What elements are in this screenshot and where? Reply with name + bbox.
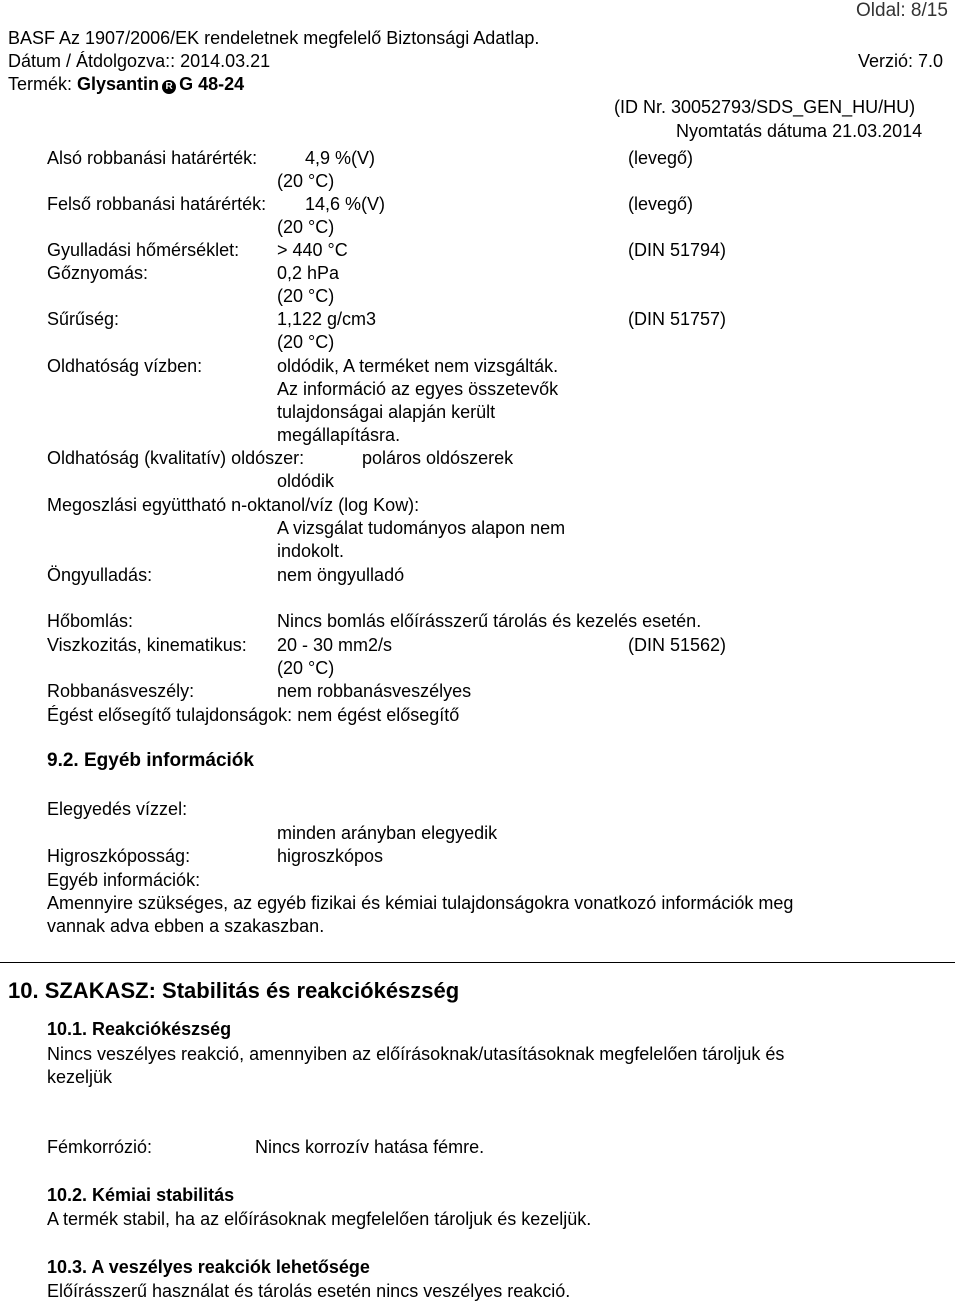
solubility-line-4: megállapításra.	[277, 425, 401, 445]
oxidizing-line	[47, 704, 459, 726]
lel-value: 4,9 %(V)	[305, 148, 376, 168]
qual-solubility-result: oldódik	[277, 471, 335, 491]
qual-solubility-label: Oldhatóság (kvalitatív) oldószer:	[47, 448, 305, 468]
partition-label: Megoszlási együttható n-oktanol/víz (log Kow):	[47, 495, 420, 515]
uel-temp: (20 °C)	[277, 217, 335, 237]
solubility-label: Oldhatóság vízben:	[47, 356, 203, 376]
qual-solubility-value: poláros oldószerek	[362, 448, 514, 468]
uel-value: 14,6 %(V)	[305, 194, 386, 214]
vapor-value: 0,2 hPa	[277, 263, 340, 283]
product-line	[8, 73, 244, 95]
decomposition-value: Nincs bomlás előírásszerű tárolás és kezelés esetén.	[277, 611, 702, 631]
lel-label: Alsó robbanási határérték:	[47, 148, 258, 168]
miscibility-value: minden arányban elegyedik	[277, 823, 498, 843]
id-number: (ID Nr. 30052793/SDS_GEN_HU/HU)	[614, 97, 916, 117]
hazardous-reactions-text: Előírásszerű használat és tárolás esetén nincs veszélyes reakció.	[47, 1281, 571, 1301]
partition-line-1: A vizsgálat tudományos alapon nem	[277, 518, 566, 538]
self-ignition-value: nem öngyulladó	[277, 565, 405, 585]
stability-text: A termék stabil, ha az előírásoknak megfelelően tároljuk és kezeljük.	[47, 1209, 592, 1229]
solubility-line-1: oldódik, A terméket nem vizsgálták.	[277, 356, 559, 376]
section-10-3-heading: 10.3. A veszélyes reakciók lehetősége	[47, 1257, 370, 1277]
vapor-label: Gőznyomás:	[47, 263, 149, 283]
ignition-value: > 440 °C	[277, 240, 348, 260]
section-10-1-heading: 10.1. Reakciókészség	[47, 1019, 232, 1039]
partition-line-2: indokolt.	[277, 541, 345, 561]
vapor-temp: (20 °C)	[277, 286, 335, 306]
ignition-note: (DIN 51794)	[628, 240, 727, 260]
hygroscopy-label: Higroszkóposság:	[47, 846, 191, 866]
version: Verzió: 7.0	[858, 51, 944, 71]
other-info-line-1: Amennyire szükséges, az egyéb fizikai és kémiai tulajdonságokra vonatkozó információk meg	[47, 893, 794, 913]
density-note: (DIN 51757)	[628, 309, 727, 329]
lel-note: (levegő)	[628, 148, 694, 168]
other-info-line-2: vannak adva ebben a szakaszban.	[47, 916, 325, 936]
registered-icon: R	[162, 80, 176, 94]
product-label: Termék:	[8, 74, 73, 94]
viscosity-temp: (20 °C)	[277, 658, 335, 678]
section-divider	[0, 962, 955, 963]
density-value: 1,122 g/cm3	[277, 309, 377, 329]
revision-date: Dátum / Átdolgozva:: 2014.03.21	[8, 51, 271, 71]
oxidizing-value: nem égést elősegítő	[297, 705, 460, 725]
corrosion-value: Nincs korrozív hatása fémre.	[255, 1137, 485, 1157]
other-info-label: Egyéb információk:	[47, 870, 201, 890]
decomposition-label: Hőbomlás:	[47, 611, 134, 631]
density-temp: (20 °C)	[277, 332, 335, 352]
product-name: Glysantin	[77, 74, 160, 94]
solubility-line-2: Az információ az egyes összetevők	[277, 379, 559, 399]
corrosion-label: Fémkorrózió:	[47, 1137, 153, 1157]
uel-label: Felső robbanási határérték:	[47, 194, 267, 214]
document-title: BASF Az 1907/2006/EK rendeletnek megfelelő Biztonsági Adatlap.	[8, 28, 540, 48]
reactivity-line-1: Nincs veszélyes reakció, amennyiben az előírásoknak/utasításoknak megfelelően tároljuk és	[47, 1044, 785, 1064]
oxidizing-label: Égést elősegítő tulajdonságok:	[47, 705, 293, 725]
solubility-line-3: tulajdonságai alapján került	[277, 402, 496, 422]
uel-note: (levegő)	[628, 194, 694, 214]
section-10-heading: 10. SZAKASZ: Stabilitás és reakciókészség	[8, 978, 460, 1003]
miscibility-label: Elegyedés vízzel:	[47, 799, 188, 819]
print-date: Nyomtatás dátuma 21.03.2014	[676, 121, 923, 141]
lel-temp: (20 °C)	[277, 171, 335, 191]
ignition-label: Gyulladási hőmérséklet:	[47, 240, 240, 260]
viscosity-value: 20 - 30 mm2/s	[277, 635, 393, 655]
explosion-label: Robbanásveszély:	[47, 681, 195, 701]
self-ignition-label: Öngyulladás:	[47, 565, 153, 585]
reactivity-line-2: kezeljük	[47, 1067, 113, 1087]
section-9-2-heading: 9.2. Egyéb információk	[47, 750, 254, 771]
explosion-value: nem robbanásveszélyes	[277, 681, 472, 701]
density-label: Sűrűség:	[47, 309, 120, 329]
page-number: Oldal: 8/15	[856, 0, 948, 21]
viscosity-label: Viszkozitás, kinematikus:	[47, 635, 247, 655]
section-10-2-heading: 10.2. Kémiai stabilitás	[47, 1185, 235, 1205]
hygroscopy-value: higroszkópos	[277, 846, 384, 866]
viscosity-note: (DIN 51562)	[628, 635, 727, 655]
product-code: G 48-24	[179, 74, 245, 94]
